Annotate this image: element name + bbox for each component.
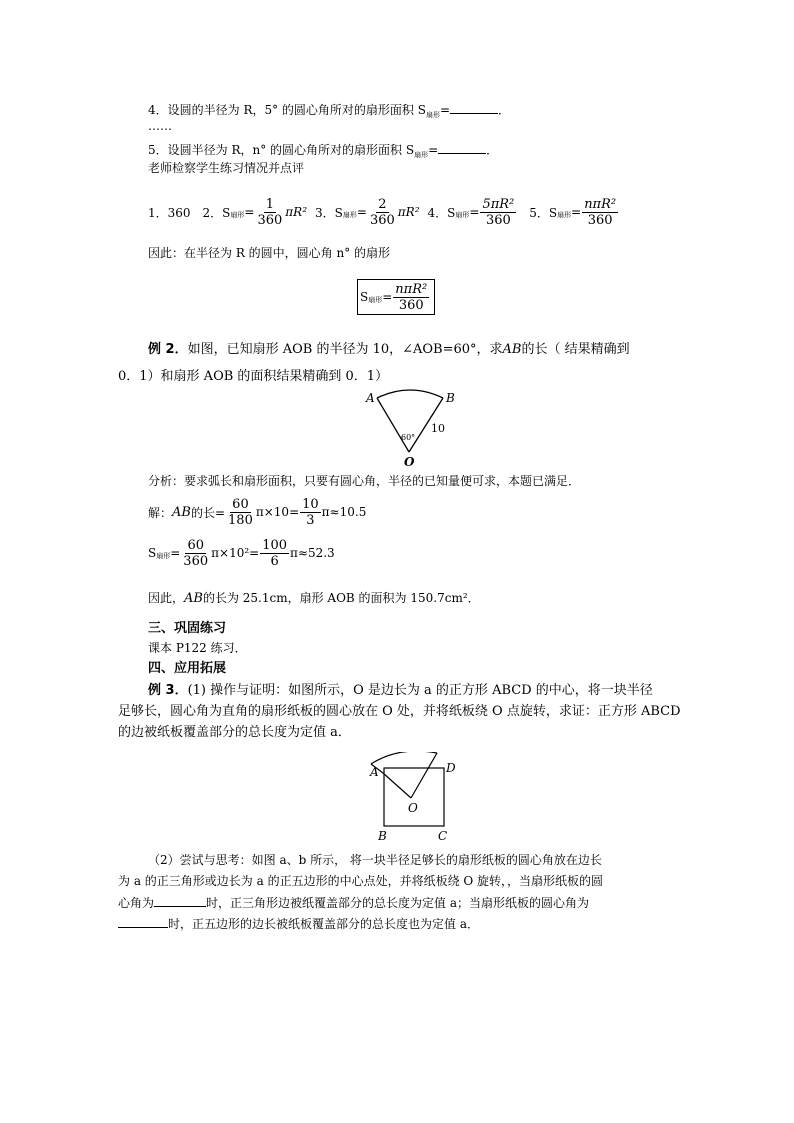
answer-3-fraction — [368, 197, 397, 228]
q4-eq: = — [439, 103, 451, 117]
answer-4-sub: 扇形 — [455, 211, 470, 219]
solution-f4-num: 100 — [262, 537, 288, 553]
part-2-line-1: （2）尝试与思考：如图 a、b 所示， 将一块半径足够长的扇形纸板的圆心角放在边长 — [148, 853, 602, 867]
q5-eq: = — [428, 143, 439, 157]
q5-end: ． — [486, 143, 499, 157]
sector-figure — [360, 388, 470, 470]
answer-4-num: 5πR² — [482, 196, 515, 212]
square-sector-figure — [364, 752, 464, 844]
solution-sub: 扇形 — [156, 552, 171, 560]
answer-5-sub: 扇形 — [557, 211, 572, 219]
answer-5-fraction — [582, 197, 618, 228]
answer-3-pir2: πR² — [397, 205, 420, 219]
answer-5-eq: = — [571, 205, 582, 219]
answer-2-pir2: πR² — [285, 205, 308, 219]
analysis: 分析：要求弧长和扇形面积，只要有圆心角，半径的已知量便可求，本题已满足． — [148, 474, 581, 488]
answer-4-fraction — [480, 197, 516, 228]
part-2-text-c: 时，正五边形的边长被纸板覆盖部分的总长度也为定值 a． — [168, 917, 479, 931]
teacher-review: 老师检察学生练习情况并点评 — [148, 161, 305, 175]
answer-2-eq: = — [244, 205, 255, 219]
question-4 — [148, 102, 510, 120]
q4-answer-blank[interactable] — [450, 102, 498, 114]
q4-text: 4．设圆的半径为 R，5° 的圆心角所对的扇形面积 S — [148, 103, 426, 117]
answer-3-eq: = — [356, 205, 367, 219]
answer-3-sub: 扇形 — [342, 211, 357, 219]
solution-f1-num: 60 — [232, 496, 249, 512]
label-B: B — [446, 391, 455, 405]
example-2-label: 例 2． — [148, 342, 188, 357]
solution-arc: AB — [172, 504, 191, 520]
answer-5-num: nπR² — [584, 196, 617, 212]
fig2-label-A: A — [370, 765, 379, 779]
solution-f1-den: 180 — [228, 512, 253, 528]
solution-f3-den: 360 — [183, 553, 209, 569]
example-3-label: 例 3． — [148, 683, 188, 698]
sector-arc — [377, 390, 443, 398]
solution-len-text: 的长= — [190, 505, 226, 520]
solution-area — [148, 535, 335, 571]
answer-2-fraction — [255, 197, 284, 228]
q5-text: 5．设圆半径为 R，n° 的圆心角所对的扇形面积 S — [148, 143, 415, 157]
boxed-num: nπR² — [395, 281, 428, 297]
part-2-line-4 — [118, 916, 479, 932]
answer-3-den: 360 — [369, 212, 395, 228]
label-O: O — [404, 455, 415, 469]
example-2-line-2: 0．1）和扇形 AOB 的面积结果精确到 0．1） — [118, 369, 389, 384]
sector-arc-2 — [371, 752, 437, 764]
example-2-line-1 — [148, 342, 630, 357]
solution-f3-num: 60 — [187, 537, 204, 553]
solution-f2-num: 10 — [302, 496, 319, 512]
radius-label: 10 — [431, 422, 445, 435]
section-4-title: 四、应用拓展 — [148, 661, 227, 676]
answer-2-num: 1 — [265, 196, 275, 212]
answer-4-label: 4．S — [427, 205, 456, 220]
pentagon-angle-blank[interactable] — [118, 916, 168, 928]
example-2-arc: AB — [502, 342, 522, 357]
solution-f2-den: 3 — [306, 512, 315, 528]
example-3-line-1 — [148, 683, 653, 698]
part-2-text-b: 时，正三角形边被纸覆盖部分的总长度为定值 a；当扇形纸板的圆心角为 — [206, 896, 589, 910]
solution-mid-2: π×10²= — [211, 546, 260, 560]
solution-end-2: π≈52.3 — [290, 546, 335, 560]
example-3-line-3: 的边被纸板覆盖部分的总长度为定值 a． — [118, 725, 351, 740]
solution-fraction-4 — [260, 538, 289, 569]
fig2-label-D: D — [446, 761, 456, 775]
answer-5-den: 360 — [587, 212, 613, 228]
fig2-label-C: C — [438, 829, 448, 843]
therefore-result — [148, 591, 480, 606]
fig2-label-O: O — [408, 801, 418, 815]
ellipsis: …… — [148, 119, 172, 133]
section-3-text: 课本 P122 练习． — [148, 641, 247, 655]
q4-subscript: 扇形 — [425, 111, 440, 119]
answer-2-label: 2．S — [202, 205, 231, 220]
boxed-den: 360 — [398, 297, 424, 313]
solution-mid-1: π×10= — [255, 505, 300, 519]
label-A: A — [366, 391, 375, 405]
example-2-text: 如图，已知扇形 AOB 的半径为 10，∠AOB=60°，求 — [187, 342, 503, 357]
boxed-eq: = — [382, 290, 393, 304]
square-ABCD — [384, 768, 444, 826]
solution-fraction-1 — [226, 497, 255, 528]
part-2-line-2: 为 a 的正三角形或边长为 a 的正五边形的中心点处，并将纸板绕 O 旋转，，当扇形纸板的圆 — [118, 874, 604, 888]
solution-fraction-2 — [300, 497, 321, 528]
answer-4-eq: = — [469, 205, 480, 219]
section-3-title: 三、巩固练习 — [148, 621, 227, 636]
boxed-sub: 扇形 — [368, 296, 383, 304]
therefore-formula-intro: 因此：在半径为 R 的圆中，圆心角 n° 的扇形 — [148, 246, 391, 260]
q5-subscript: 扇形 — [414, 151, 429, 159]
question-5 — [148, 142, 498, 160]
answer-2-den: 360 — [257, 212, 283, 228]
sector-edge-right — [411, 753, 437, 798]
solution-end-1: π≈10.5 — [321, 505, 367, 519]
answer-3-label: 3．S — [315, 205, 343, 220]
therefore-arc: AB — [184, 591, 203, 606]
sector-area-formula-box — [357, 279, 435, 315]
angle-label: 60° — [401, 433, 416, 442]
therefore-post: 的长为 25.1cm，扇形 AOB 的面积为 150.7cm²． — [202, 591, 480, 605]
answer-3-num: 2 — [378, 196, 387, 212]
answer-5-label: 5．S — [529, 205, 558, 220]
solution-f4-den: 6 — [270, 553, 279, 569]
answer-2-sub: 扇形 — [230, 211, 245, 219]
boxed-s: S — [360, 290, 369, 304]
fig2-label-B: B — [378, 829, 387, 843]
solution-s: S — [148, 546, 157, 560]
sector-edge-left — [383, 773, 411, 798]
example-3-line-2: 足够长，圆心角为直角的扇形纸板的圆心放在 O 处，并将纸板绕 O 点旋转，求证：正方形 ABCD — [118, 704, 681, 719]
q5-answer-blank[interactable] — [438, 142, 486, 154]
sector-radius-OA — [377, 398, 409, 452]
solution-arc-length — [148, 494, 366, 530]
solution-fraction-3 — [181, 538, 210, 569]
part-2-text-a: 心角为 — [118, 896, 155, 910]
boxed-fraction — [393, 282, 429, 313]
q4-end: ． — [498, 103, 511, 117]
answer-1: 1．360 — [148, 205, 191, 220]
solution-eq: = — [170, 546, 181, 560]
answer-4-den: 360 — [485, 212, 511, 228]
example-2-text-b: 的长（ 结果精确到 — [521, 342, 630, 357]
example-3-text-1: (1) 操作与证明：如图所示，O 是边长为 a 的正方形 ABCD 的中心，将一块半径 — [187, 683, 653, 698]
therefore-pre: 因此， — [148, 591, 185, 605]
solution-label: 解： — [148, 505, 173, 520]
part-2-line-3 — [118, 895, 589, 911]
answers-row — [148, 190, 619, 234]
triangle-angle-blank[interactable] — [154, 895, 206, 907]
